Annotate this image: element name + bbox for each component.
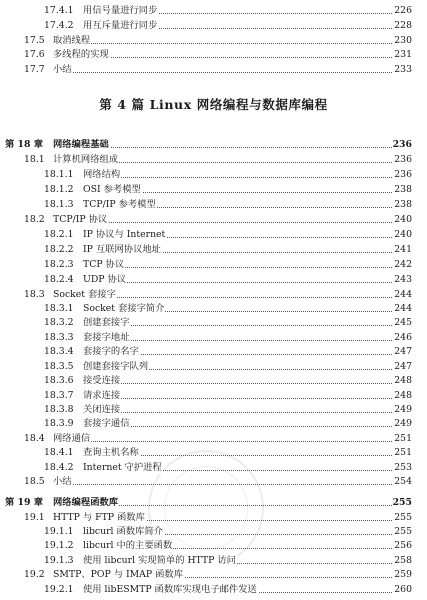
entry-page-number: 251: [394, 433, 412, 444]
toc-subsection-row: [0, 19, 427, 32]
entry-page-number: 244: [394, 289, 412, 300]
entry-title: 查询主机名称: [83, 447, 139, 458]
entry-page-number: 243: [394, 274, 412, 285]
entry-page-number: 236: [394, 154, 412, 165]
entry-number: 18.3.9: [44, 418, 74, 429]
entry-number: 19.1.3: [44, 555, 74, 566]
entry-page-number: 230: [394, 35, 412, 46]
entry-title: 套接字地址: [83, 332, 130, 343]
entry-title: 用互斥量进行同步: [83, 20, 158, 31]
toc-subsection-row: [0, 539, 427, 552]
entry-title: Internet 守护进程: [83, 462, 162, 473]
entry-number: 19.2.1: [44, 584, 74, 595]
entry-title: 创建套接字队列: [83, 361, 149, 372]
entry-page-number: 236: [392, 139, 412, 150]
toc-subsection-row: [0, 4, 427, 17]
entry-number: 18.4: [24, 433, 45, 444]
toc-subsection-row: [0, 461, 427, 474]
entry-page-number: 244: [394, 303, 412, 314]
toc-subsection-row: [0, 331, 427, 344]
entry-title: UDP 协议: [83, 274, 127, 285]
toc-section-row: [0, 511, 427, 524]
entry-title: 取消线程: [53, 35, 91, 46]
entry-title: libcurl 中的主要函数: [83, 540, 173, 551]
entry-number: 18.3.5: [44, 361, 74, 372]
entry-page-number: 251: [394, 447, 412, 458]
entry-number: 19.1.1: [44, 526, 74, 537]
entry-number: 18.3.1: [44, 303, 74, 314]
entry-page-number: 228: [394, 20, 412, 31]
toc-subsection-row: [0, 525, 427, 538]
entry-page-number: 240: [394, 214, 412, 225]
entry-page-number: 254: [394, 476, 412, 487]
toc-subsection-row: [0, 403, 427, 416]
dot-leader: [83, 267, 394, 268]
entry-title: 小结: [53, 64, 72, 75]
entry-title: 用信号量进行同步: [83, 5, 158, 16]
toc-section-row: [0, 34, 427, 47]
toc-subsection-row: [0, 316, 427, 329]
entry-number: 18.3.4: [44, 346, 74, 357]
toc-section-row: [0, 475, 427, 488]
toc-subsection-row: [0, 554, 427, 567]
entry-number: 第 18 章: [5, 139, 44, 150]
entry-page-number: 255: [394, 512, 412, 523]
entry-page-number: 260: [394, 584, 412, 595]
toc-chapter-row: [0, 138, 427, 151]
entry-page-number: 231: [394, 49, 412, 60]
entry-number: 18.1: [24, 154, 45, 165]
toc-subsection-row: [0, 389, 427, 402]
entry-page-number: 247: [394, 346, 412, 357]
entry-number: 17.6: [24, 49, 45, 60]
entry-number: 18.2.1: [44, 229, 74, 240]
entry-number: 18.2.4: [44, 274, 74, 285]
toc-chapter-row: [0, 496, 427, 509]
part-title: 第 4 篇 Linux 网络编程与数据库编程: [99, 97, 328, 112]
entry-title: 套接字的名字: [83, 346, 139, 357]
dot-leader: [53, 72, 394, 73]
entry-number: 18.3.7: [44, 390, 74, 401]
toc-subsection-row: [0, 183, 427, 196]
toc-subsection-row: [0, 273, 427, 286]
entry-page-number: 248: [394, 375, 412, 386]
entry-title: 网络通信: [53, 433, 91, 444]
entry-page-number: 241: [394, 244, 412, 255]
entry-title: TCP/IP 协议: [53, 214, 108, 225]
toc-subsection-row: [0, 360, 427, 373]
entry-title: OSI 参考模型: [83, 184, 141, 195]
entry-page-number: 236: [394, 169, 412, 180]
toc-section-row: [0, 153, 427, 166]
toc-section-row: [0, 63, 427, 76]
entry-page-number: 245: [394, 317, 412, 328]
toc-subsection-row: [0, 228, 427, 241]
entry-title: 接受连接: [83, 375, 121, 386]
entry-page-number: 249: [394, 404, 412, 415]
entry-page-number: 253: [394, 462, 412, 473]
dot-leader: [83, 177, 394, 178]
dot-leader: [53, 43, 394, 44]
entry-number: 17.4.1: [44, 5, 74, 16]
entry-title: 套接字通信: [83, 418, 130, 429]
entry-title: 多线程的实现: [53, 49, 109, 60]
entry-number: 18.3: [24, 289, 45, 300]
entry-title: 创建套接字: [83, 317, 130, 328]
entry-page-number: 238: [394, 184, 412, 195]
entry-page-number: 255: [392, 497, 412, 508]
entry-number: 19.1: [24, 512, 45, 523]
toc-subsection-row: [0, 198, 427, 211]
entry-title: 小结: [53, 476, 72, 487]
entry-number: 18.5: [24, 476, 45, 487]
toc-section-row: [0, 288, 427, 301]
entry-title: 计算机网络组成: [53, 154, 119, 165]
entry-page-number: 246: [394, 332, 412, 343]
dot-leader: [83, 398, 394, 399]
dot-leader: [83, 383, 394, 384]
entry-page-number: 248: [394, 390, 412, 401]
entry-page-number: 226: [394, 5, 412, 16]
entry-page-number: 258: [394, 555, 412, 566]
entry-number: 18.4.1: [44, 447, 74, 458]
entry-title: 网络结构: [83, 169, 121, 180]
entry-number: 18.2.2: [44, 244, 74, 255]
entry-number: 18.2: [24, 214, 45, 225]
dot-leader: [53, 484, 394, 485]
toc-subsection-row: [0, 417, 427, 430]
toc-subsection-row: [0, 258, 427, 271]
entry-page-number: 256: [394, 540, 412, 551]
entry-number: 18.1.2: [44, 184, 74, 195]
toc-section-row: [0, 48, 427, 61]
entry-title: TCP/IP 参考模型: [83, 199, 156, 210]
entry-number: 17.7: [24, 64, 45, 75]
toc-subsection-row: [0, 583, 427, 596]
toc-subsection-row: [0, 168, 427, 181]
entry-title: 使用 libcurl 实现简单的 HTTP 访问: [83, 555, 236, 566]
entry-number: 18.1.3: [44, 199, 74, 210]
entry-number: 18.1.1: [44, 169, 74, 180]
entry-page-number: 255: [394, 526, 412, 537]
entry-title: 关闭连接: [83, 404, 121, 415]
entry-number: 19.2: [24, 569, 45, 580]
entry-number: 18.3.3: [44, 332, 74, 343]
entry-page-number: 238: [394, 199, 412, 210]
entry-page-number: 259: [394, 569, 412, 580]
toc-section-row: [0, 432, 427, 445]
entry-page-number: 249: [394, 418, 412, 429]
entry-title: 网络编程基础: [53, 139, 109, 150]
dot-leader: [83, 412, 394, 413]
entry-number: 17.4.2: [44, 20, 74, 31]
entry-number: 第 19 章: [5, 497, 44, 508]
entry-title: IP 互联网协议地址: [83, 244, 161, 255]
entry-page-number: 247: [394, 361, 412, 372]
entry-number: 19.1.2: [44, 540, 74, 551]
entry-title: 请求连接: [83, 390, 121, 401]
entry-number: 18.4.2: [44, 462, 74, 473]
toc-section-row: [0, 213, 427, 226]
dot-leader: [83, 282, 394, 283]
entry-title: 网络编程函数库: [53, 497, 119, 508]
entry-number: 18.3.2: [44, 317, 74, 328]
entry-title: TCP 协议: [83, 259, 125, 270]
entry-number: 17.5: [24, 35, 45, 46]
entry-title: Socket 套接字简介: [83, 303, 165, 314]
entry-number: 18.2.3: [44, 259, 74, 270]
entry-page-number: 242: [394, 259, 412, 270]
entry-title: 使用 libESMTP 函数库实现电子邮件发送: [83, 584, 257, 595]
entry-number: 18.3.6: [44, 375, 74, 386]
toc-section-row: [0, 568, 427, 581]
entry-number: 18.3.8: [44, 404, 74, 415]
entry-page-number: 240: [394, 229, 412, 240]
entry-title: Socket 套接字: [53, 289, 116, 300]
toc-subsection-row: [0, 302, 427, 315]
entry-title: HTTP 与 FTP 函数库: [53, 512, 145, 523]
toc-subsection-row: [0, 345, 427, 358]
entry-title: SMTP、POP 与 IMAP 函数库: [53, 569, 183, 580]
toc-subsection-row: [0, 374, 427, 387]
toc-subsection-row: [0, 243, 427, 256]
toc-subsection-row: [0, 446, 427, 459]
entry-title: libcurl 函数库简介: [83, 526, 163, 537]
dot-leader: [53, 441, 394, 442]
entry-page-number: 233: [394, 64, 412, 75]
entry-title: IP 协议与 Internet: [83, 229, 166, 240]
